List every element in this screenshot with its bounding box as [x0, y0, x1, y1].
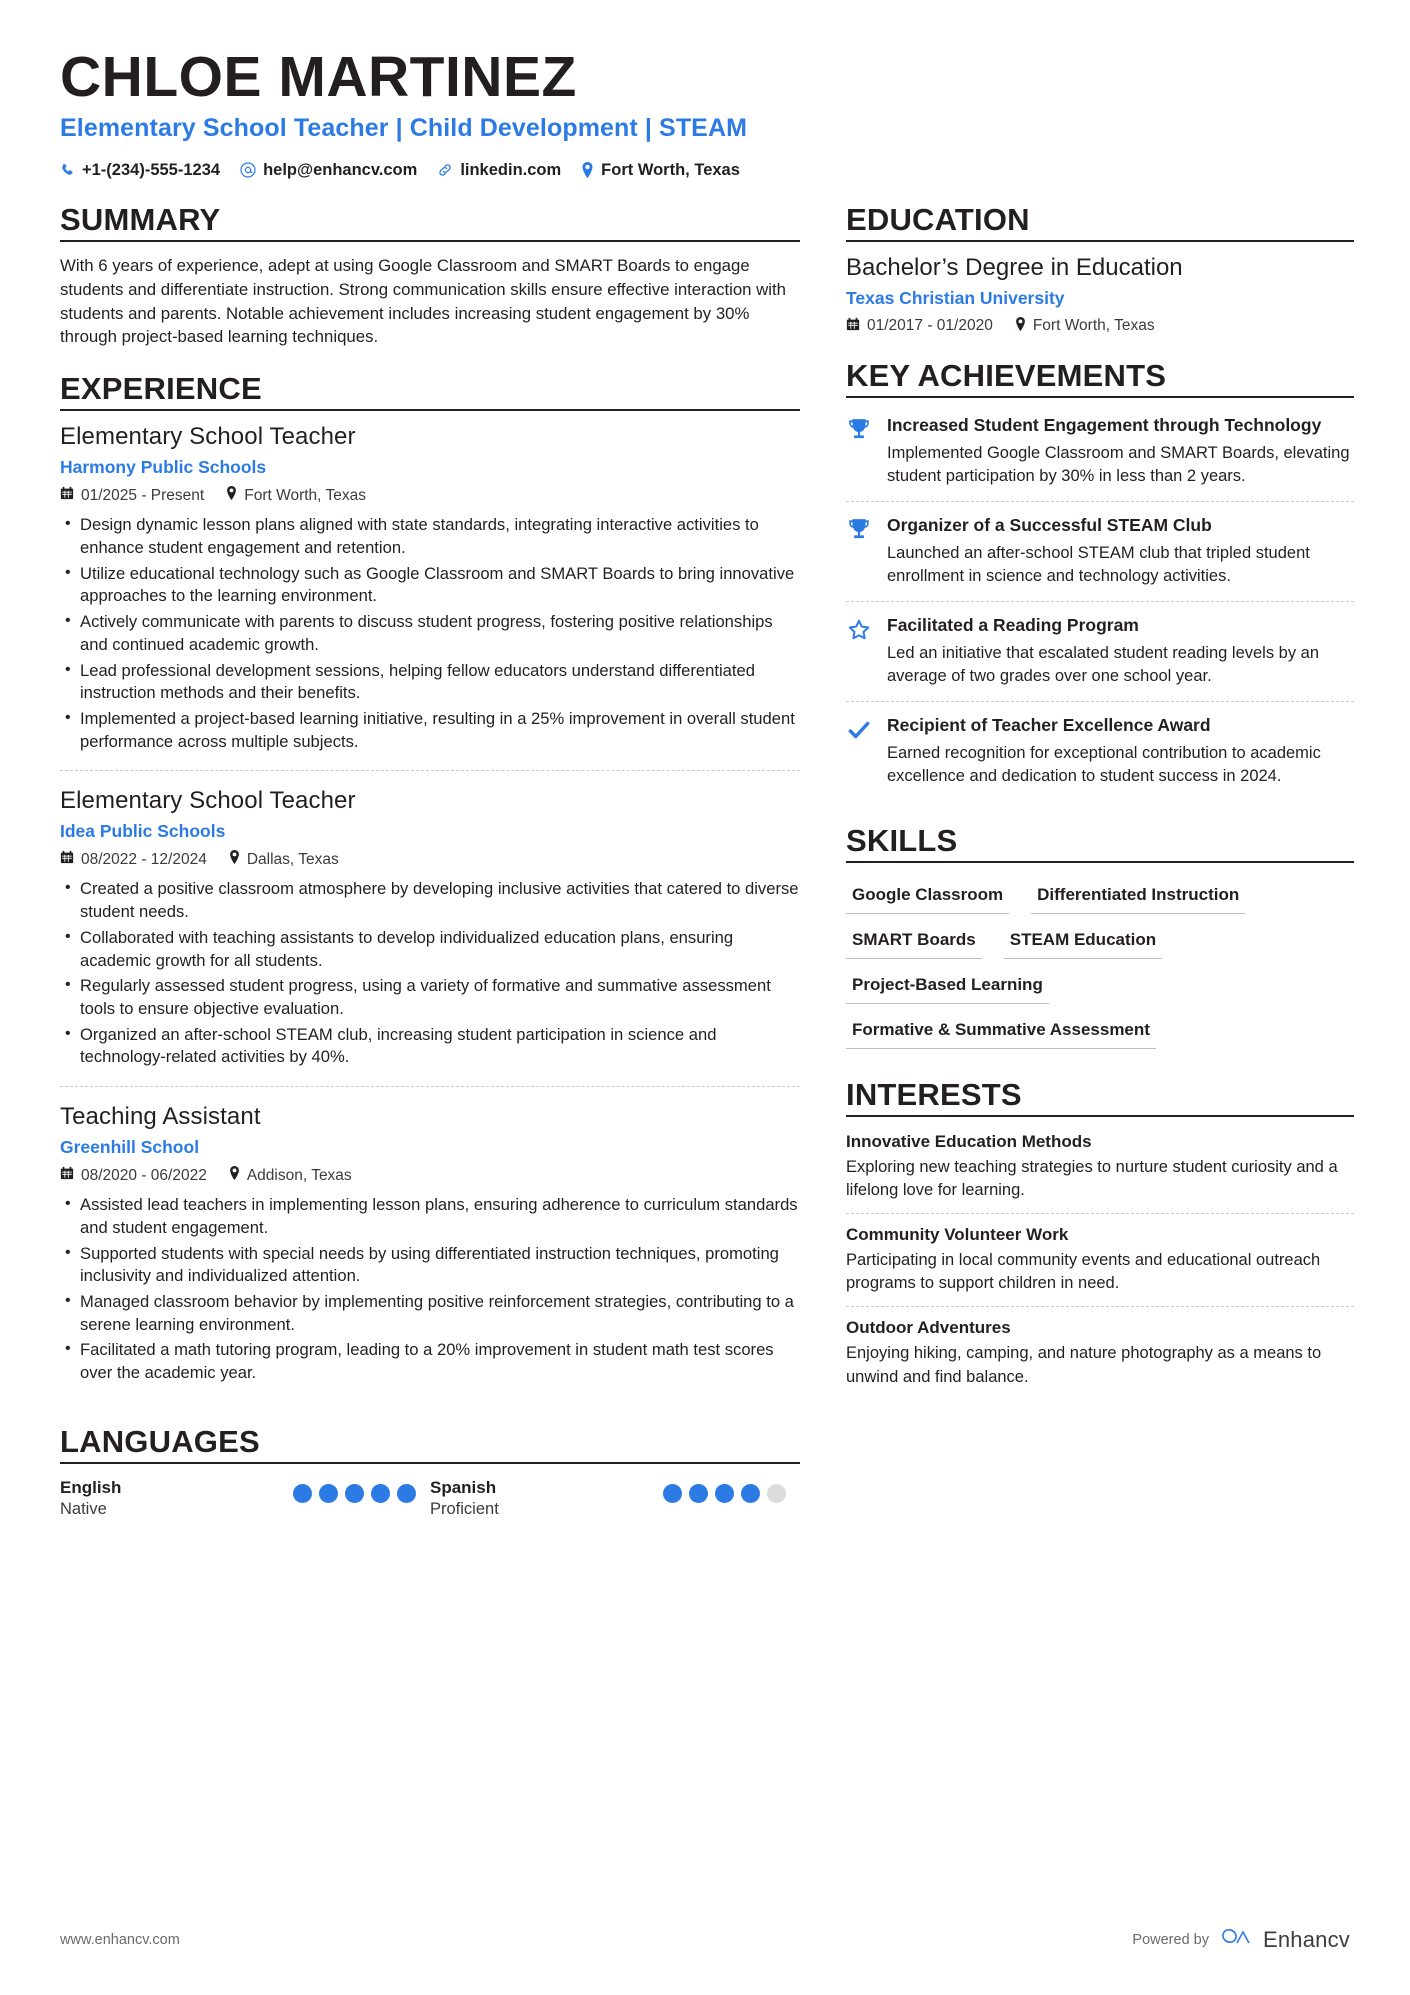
- trophy-icon: [846, 415, 874, 488]
- skills-title: SKILLS: [846, 823, 1354, 863]
- contact-linkedin[interactable]: [437, 161, 561, 180]
- right-column: [846, 198, 1354, 1400]
- contact-row: [60, 161, 1350, 180]
- calendar-icon: [846, 317, 860, 336]
- rating-dot: [663, 1484, 682, 1503]
- language-name: English: [60, 1477, 122, 1497]
- check-icon: [846, 715, 874, 788]
- job-meta: [60, 1166, 800, 1185]
- location-icon: [229, 1166, 240, 1185]
- achievement-desc: Launched an after-school STEAM club that tripled student enrollment in science and technology activities.: [887, 543, 1310, 585]
- location-icon: [229, 850, 240, 869]
- calendar-icon: [60, 1166, 74, 1185]
- list-item: • Collaborated with teaching assistants to develop individualized education plans, ensuring academic growth for all students.: [60, 927, 800, 972]
- language-level: Proficient: [430, 1499, 499, 1518]
- list-item: • Implemented a project-based learning initiative, resulting in a 25% improvement in overall student performance across multiple subjects.: [60, 708, 800, 753]
- language-level: Native: [60, 1499, 107, 1518]
- summary-text: With 6 years of experience, adept at using Google Classroom and SMART Boards to engage students and differentiate instruction. Strong communication skills ensure effective interaction with students and parents. Notable achievement includes increasing student engagement by 30% through project-based learning techniques.: [60, 255, 787, 347]
- interest-title: Innovative Education Methods: [846, 1132, 1092, 1152]
- language-item: [60, 1478, 430, 1519]
- calendar-icon: [60, 486, 74, 505]
- language-rating: [663, 1484, 786, 1503]
- left-column: [60, 198, 800, 1519]
- footer-website[interactable]: www.enhancv.com: [60, 1932, 180, 1948]
- skill-tag: STEAM Education: [1004, 920, 1162, 959]
- interest-desc: Exploring new teaching strategies to nurture student curiosity and a lifelong love for learning.: [846, 1158, 1338, 1200]
- experience-item: [60, 770, 800, 1086]
- job-role: Elementary School Teacher: [60, 423, 356, 451]
- contact-location: [581, 161, 740, 180]
- job-location: [229, 1166, 352, 1185]
- contact-location-text: Fort Worth, Texas: [601, 160, 740, 179]
- rating-dot-empty: [767, 1484, 786, 1503]
- education-meta: [846, 317, 1354, 336]
- languages-list: [60, 1478, 800, 1519]
- education-section: [846, 202, 1354, 336]
- experience-item: [60, 1086, 800, 1402]
- phone-icon: [60, 163, 75, 178]
- skill-tag: Formative & Summative Assessment: [846, 1010, 1156, 1049]
- job-role: Elementary School Teacher: [60, 787, 356, 815]
- job-dates: [60, 850, 207, 869]
- interests-section: [846, 1077, 1354, 1400]
- job-location-text: Fort Worth, Texas: [244, 486, 366, 504]
- skill-tag: SMART Boards: [846, 920, 982, 959]
- job-bullets: [60, 878, 800, 1069]
- candidate-headline: Elementary School Teacher | Child Development | STEAM: [60, 113, 748, 142]
- interest-item: [846, 1121, 1354, 1213]
- job-dates: [60, 486, 204, 505]
- location-icon: [581, 162, 594, 178]
- language-item: [430, 1478, 800, 1519]
- education-degree: Bachelor’s Degree in Education: [846, 253, 1183, 281]
- interests-title: INTERESTS: [846, 1077, 1354, 1117]
- language-rating: [293, 1484, 416, 1503]
- interest-desc: Participating in local community events and educational outreach programs to support children in need.: [846, 1251, 1321, 1293]
- list-item: • Actively communicate with parents to discuss student progress, fostering positive relationships and continued academic growth.: [60, 611, 800, 656]
- rating-dot: [345, 1484, 364, 1503]
- job-location-text: Dallas, Texas: [246, 850, 339, 868]
- resume-header: [60, 45, 1350, 180]
- list-item: • Lead professional development sessions, helping fellow educators understand differentiated instruction methods and their benefits.: [60, 660, 800, 705]
- job-location: [229, 850, 339, 869]
- skills-list: [846, 875, 1354, 1055]
- trophy-icon: [846, 515, 874, 588]
- skill-tag: Project-Based Learning: [846, 965, 1049, 1004]
- brand-name: Enhancv: [1262, 1927, 1350, 1952]
- achievement-desc: Earned recognition for exceptional contribution to academic excellence and dedication to student success in 2024.: [887, 743, 1321, 785]
- resume-columns: [60, 198, 1350, 1519]
- enhancv-logo-icon: [1219, 1927, 1253, 1953]
- list-item: • Facilitated a math tutoring program, leading to a 20% improvement in student math test scores over the academic year.: [60, 1339, 800, 1384]
- education-dates-text: 01/2017 - 01/2020: [867, 317, 993, 335]
- contact-phone-text: +1-(234)-555-1234: [82, 160, 221, 179]
- job-company: Greenhill School: [60, 1137, 200, 1158]
- rating-dot: [293, 1484, 312, 1503]
- contact-linkedin-text: linkedin.com: [460, 160, 562, 179]
- job-dates: [60, 1166, 207, 1185]
- skill-tag: Google Classroom: [846, 875, 1009, 914]
- email-icon: [240, 162, 256, 178]
- education-title: EDUCATION: [846, 202, 1354, 242]
- job-bullets: [60, 514, 800, 753]
- languages-section: [60, 1424, 800, 1519]
- job-meta: [60, 486, 800, 505]
- rating-dot: [741, 1484, 760, 1503]
- rating-dot: [397, 1484, 416, 1503]
- job-bullets: [60, 1194, 800, 1385]
- list-item: • Utilize educational technology such as Google Classroom and SMART Boards to bring innovative approaches to the learning environment.: [60, 563, 800, 608]
- achievement-item: [846, 501, 1354, 601]
- achievement-title: Facilitated a Reading Program: [887, 614, 1139, 635]
- education-school: Texas Christian University: [846, 287, 1065, 308]
- achievement-desc: Implemented Google Classroom and SMART Boards, elevating student participation by 30% in less than 2 years.: [887, 443, 1350, 485]
- link-icon: [437, 162, 453, 178]
- interest-title: Outdoor Adventures: [846, 1318, 1011, 1338]
- contact-email-text: help@enhancv.com: [263, 160, 418, 179]
- experience-item: [60, 423, 800, 770]
- summary-title: SUMMARY: [60, 202, 800, 242]
- job-location: [226, 486, 366, 505]
- job-company: Idea Public Schools: [60, 821, 226, 842]
- achievement-item: [846, 601, 1354, 701]
- education-location: [1015, 317, 1155, 336]
- job-company: Harmony Public Schools: [60, 457, 267, 478]
- rating-dot: [689, 1484, 708, 1503]
- languages-title: LANGUAGES: [60, 1424, 800, 1464]
- location-icon: [1015, 317, 1026, 336]
- list-item: • Design dynamic lesson plans aligned with state standards, integrating interactive activities to enhance student engagement and retention.: [60, 514, 800, 559]
- interest-item: [846, 1306, 1354, 1399]
- job-dates-text: 08/2022 - 12/2024: [81, 850, 207, 868]
- achievement-item: [846, 701, 1354, 801]
- achievements-section: [846, 358, 1354, 801]
- rating-dot: [319, 1484, 338, 1503]
- interest-desc: Enjoying hiking, camping, and nature photography as a means to unwind and find balance.: [846, 1344, 1322, 1386]
- experience-title: EXPERIENCE: [60, 371, 800, 411]
- job-meta: [60, 850, 800, 869]
- education-location-text: Fort Worth, Texas: [1032, 317, 1155, 335]
- achievements-title: KEY ACHIEVEMENTS: [846, 358, 1354, 398]
- achievement-title: Increased Student Engagement through Technology: [887, 414, 1322, 435]
- summary-section: [60, 202, 800, 349]
- language-name: Spanish: [430, 1477, 497, 1497]
- contact-phone: [60, 161, 220, 180]
- job-dates-text: 08/2020 - 06/2022: [81, 1166, 207, 1184]
- location-icon: [226, 486, 237, 505]
- interest-item: [846, 1213, 1354, 1306]
- education-dates: [846, 317, 993, 336]
- contact-email[interactable]: [240, 161, 417, 180]
- experience-section: [60, 371, 800, 1402]
- list-item: • Assisted lead teachers in implementing lesson plans, ensuring adherence to curriculum standards and student engagement.: [60, 1194, 800, 1239]
- skill-tag: Differentiated Instruction: [1031, 875, 1245, 914]
- job-dates-text: 01/2025 - Present: [81, 486, 205, 504]
- interest-title: Community Volunteer Work: [846, 1225, 1069, 1245]
- calendar-icon: [60, 850, 74, 869]
- list-item: • Supported students with special needs by using differentiated instruction techniques, promoting inclusivity and individualized attention.: [60, 1243, 800, 1288]
- page-footer: [60, 1927, 1350, 1953]
- achievement-title: Recipient of Teacher Excellence Award: [887, 715, 1211, 736]
- rating-dot: [715, 1484, 734, 1503]
- powered-by: [1132, 1927, 1350, 1953]
- powered-by-label: Powered by: [1132, 1932, 1209, 1948]
- list-item: • Managed classroom behavior by implementing positive reinforcement strategies, contributing to a serene learning environment.: [60, 1291, 800, 1336]
- achievement-title: Organizer of a Successful STEAM Club: [887, 514, 1212, 535]
- job-role: Teaching Assistant: [60, 1103, 261, 1131]
- list-item: • Regularly assessed student progress, using a variety of formative and summative assessment tools to ensure objective evaluation.: [60, 975, 800, 1020]
- list-item: • Organized an after-school STEAM club, increasing student participation in science and technology-related activities by 40%.: [60, 1024, 800, 1069]
- achievement-item: [846, 402, 1354, 501]
- education-item: [846, 254, 1354, 336]
- candidate-name: CHLOE MARTINEZ: [60, 45, 577, 109]
- job-location-text: Addison, Texas: [246, 1166, 352, 1184]
- achievement-desc: Led an initiative that escalated student reading levels by an average of two grades over one school year.: [887, 643, 1320, 685]
- star-icon: [846, 615, 874, 688]
- list-item: • Created a positive classroom atmosphere by developing inclusive activities that catered to diverse student needs.: [60, 878, 800, 923]
- rating-dot: [371, 1484, 390, 1503]
- skills-section: [846, 823, 1354, 1055]
